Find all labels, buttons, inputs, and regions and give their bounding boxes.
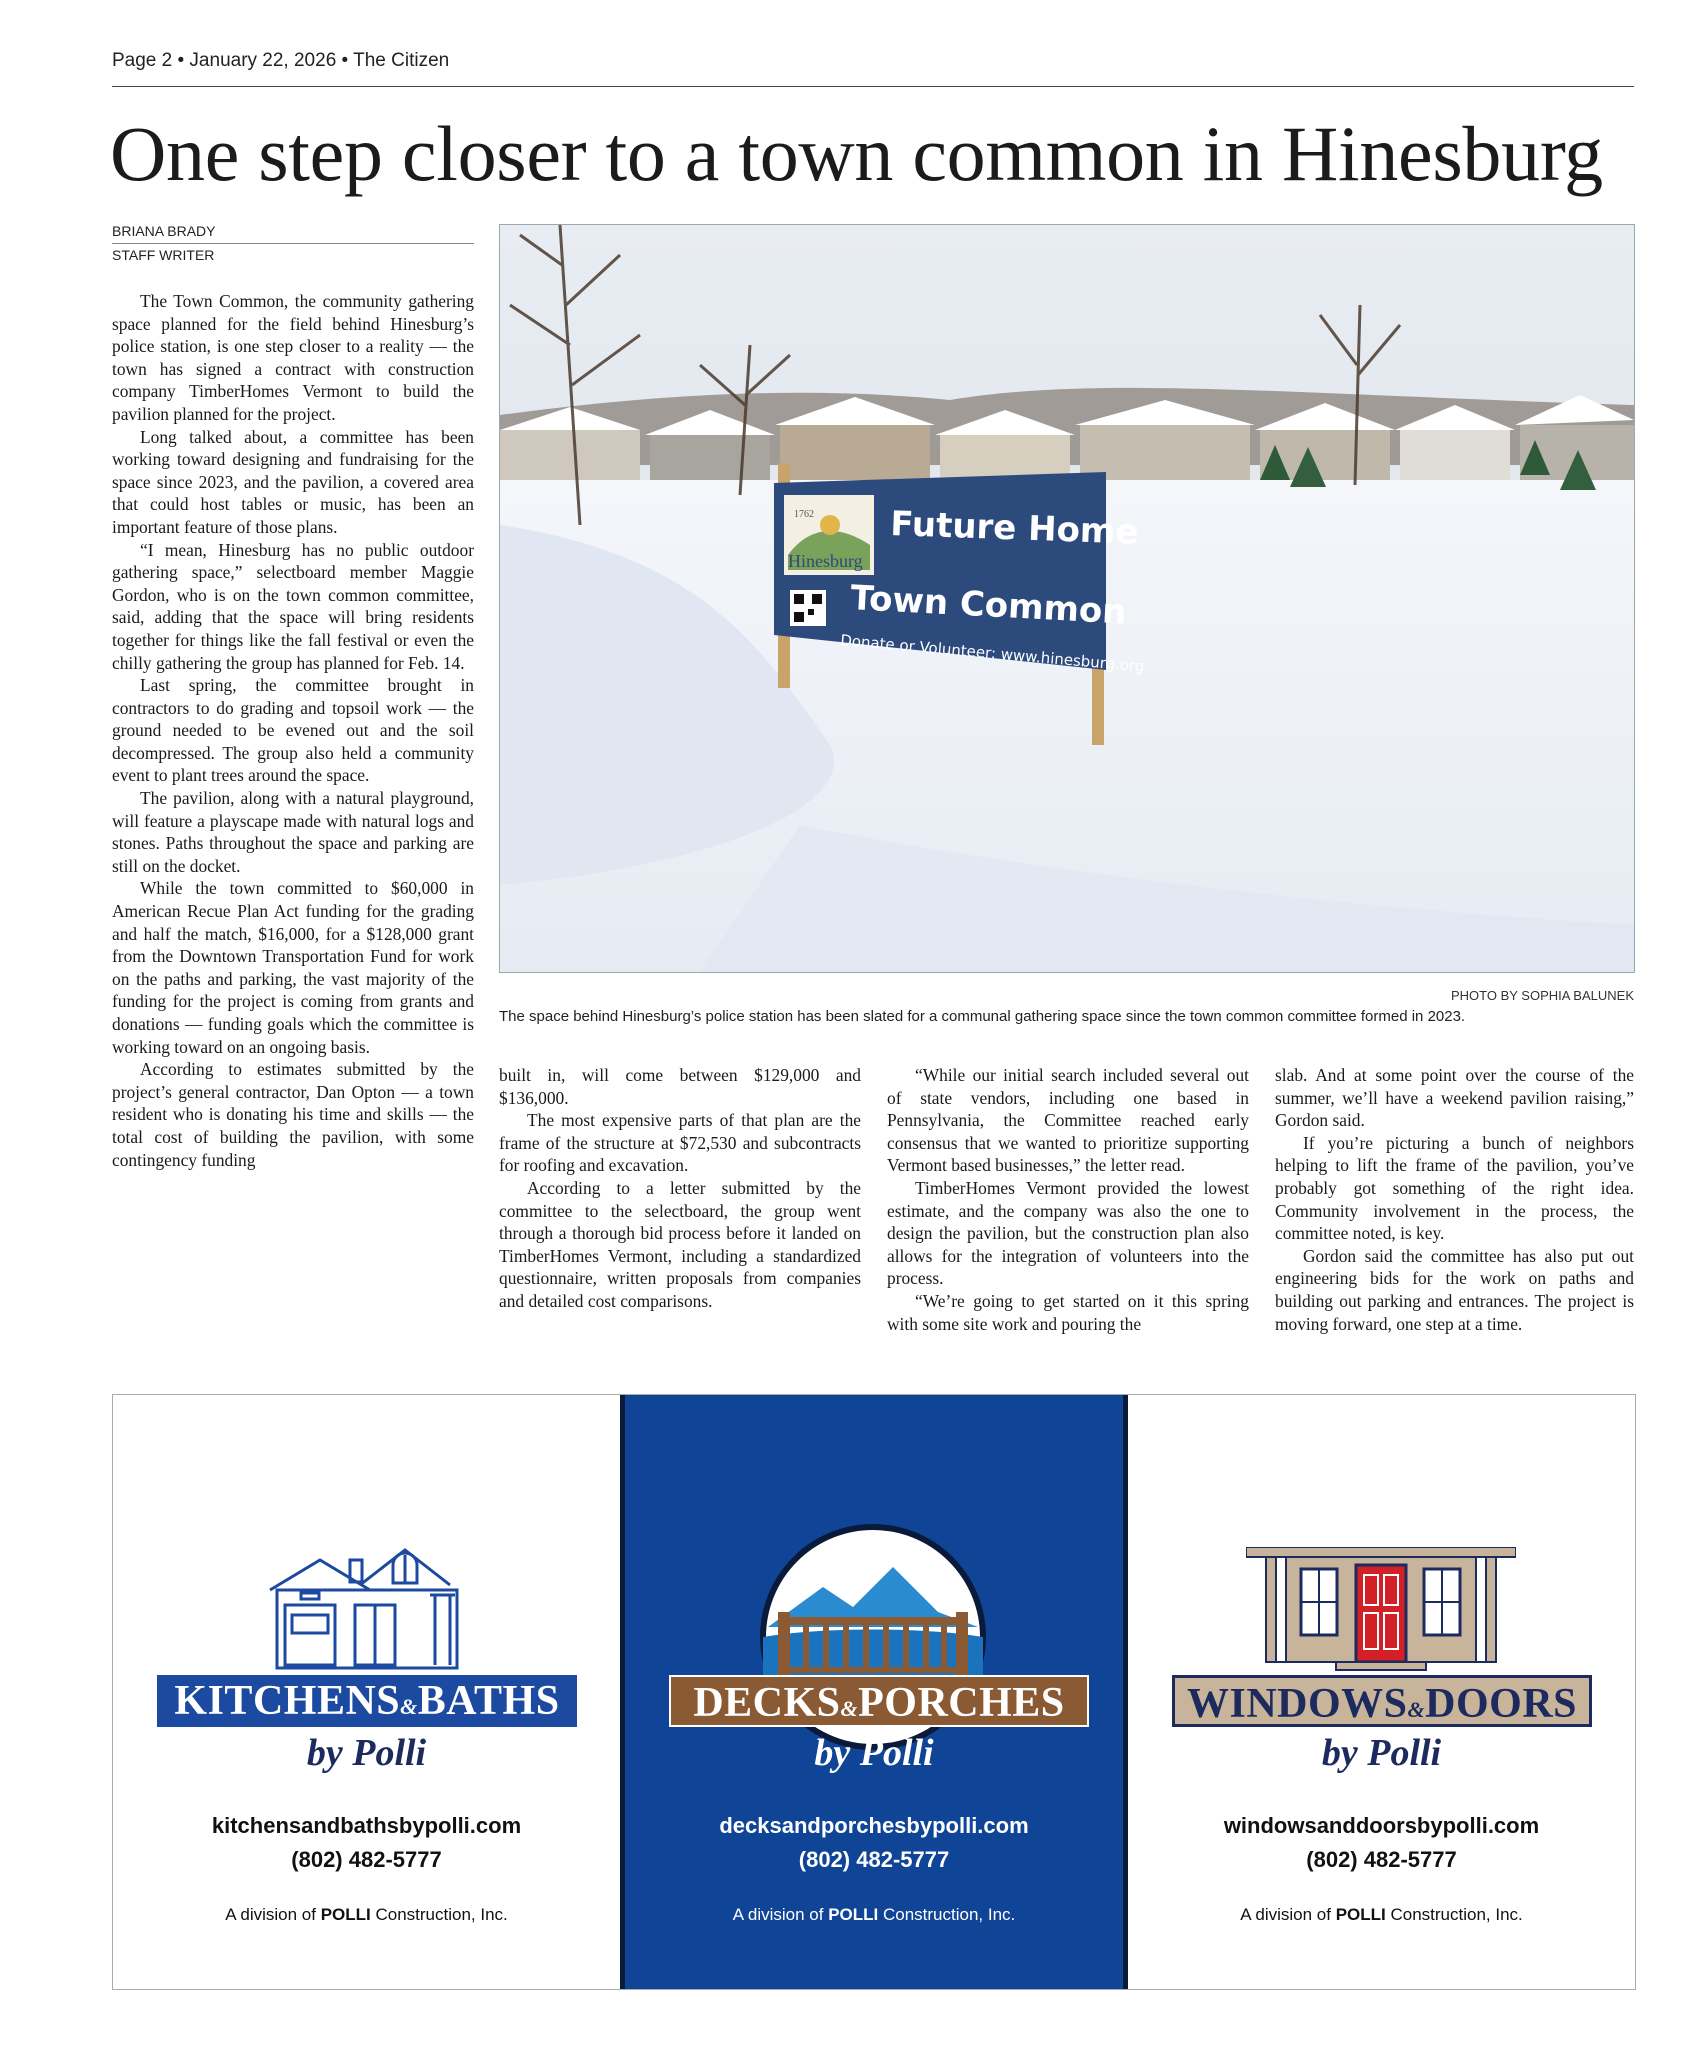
ad-division: A division of POLLI Construction, Inc. xyxy=(225,1905,508,1924)
paragraph: The most expensive parts of that plan are the frame of the structure at $72,530 and subcontracts for roofing and excavation. xyxy=(499,1110,861,1176)
ad-byline: by Polli xyxy=(1321,1732,1442,1774)
paragraph: The pavilion, along with a natural playground, will feature a playscape made with natural logs and stones. Paths throughout the space and parking are still on the docket. xyxy=(112,788,474,876)
paragraph: “While our initial search included several out of state vendors, including one based in Pennsylvania, the Committee reached early consensus that we wanted to prioritize supporting Vermont based businesses,” the letter read. xyxy=(887,1065,1249,1176)
paragraph-continued: built in, will come between $129,000 and $136,000. xyxy=(499,1065,861,1108)
ad-banner: WINDOWS&DOORS xyxy=(1172,1675,1592,1727)
ad-banner: KITCHENS&BATHS xyxy=(157,1675,577,1727)
kitchen-house-icon xyxy=(265,1545,475,1670)
ad-panel-windows-doors xyxy=(1128,1395,1635,1989)
paragraph: Gordon said the committee has also put out engineering bids for the work on paths and building out parking and entrances. The project is moving forward, one step at a time. xyxy=(1275,1245,1634,1334)
snowy-field-photo xyxy=(500,225,1634,972)
paragraph: TimberHomes Vermont provided the lowest estimate, and the company was also the one to design the pavilion, but the construction plan also allows for the integration of volunteers into the process. xyxy=(887,1177,1249,1289)
ad-division: A division of POLLI Construction, Inc. xyxy=(1240,1905,1523,1924)
article-column-2 xyxy=(499,1064,861,1313)
paragraph: Last spring, the committee brought in contractors to do grading and topsoil work — the ground needed to be evened out and the soil decompressed. The group also held a community event to plant trees around the space. xyxy=(112,675,474,786)
ad-banner: DECKS&PORCHES xyxy=(669,1675,1089,1727)
polli-advertisement xyxy=(112,1394,1636,1990)
paragraph: According to estimates submitted by the project’s general contractor, Dan Opton — a town resident who is donating his time and skills — the total cost of building the pavilion, with some contingency funding xyxy=(112,1059,474,1170)
ad-division: A division of POLLI Construction, Inc. xyxy=(732,1905,1016,1924)
ad-phone: (802) 482-5777 xyxy=(798,1847,950,1872)
ad-panel-kitchens-baths xyxy=(113,1395,620,1989)
paragraph-continued: slab. And at some point over the course of the summer, we’ll have a weekend pavilion raising,” Gordon said. xyxy=(1275,1065,1634,1131)
photo-credit: PHOTO BY SOPHIA BALUNEK xyxy=(1450,988,1634,1003)
svg-text:Donate or Volunteer: www.hines: Donate or Volunteer: www.hinesburg.org xyxy=(839,631,1146,676)
ad-byline: by Polli xyxy=(306,1732,427,1774)
paragraph: If you’re picturing a bunch of neighbors helping to lift the frame of the pavilion, you’ve probably got something of the right idea. Community involvement in the process, the committee noted, is key. xyxy=(1275,1132,1634,1244)
ad-website-link[interactable]: windowsanddoorsbypolli.com xyxy=(1223,1813,1540,1838)
article-column-1 xyxy=(112,290,474,1171)
svg-text:Town Common: Town Common xyxy=(849,578,1128,633)
article-column-3 xyxy=(887,1064,1249,1335)
photo-caption: The space behind Hinesburg’s police station has been slated for a communal gathering space since the town common committee formed in 2023. xyxy=(499,1008,1466,1025)
paragraph: “I mean, Hinesburg has no public outdoor gathering space,” selectboard member Maggie Gordon, who is on the town common committee, said, adding that the space will bring residents together for things like the fall festival or even the chilly gathering the group has planned for Feb. 14. xyxy=(112,539,474,673)
ad-website-link[interactable]: decksandporchesbypolli.com xyxy=(719,1813,1029,1838)
page-folio: Page 2 • January 22, 2026 • The Citizen xyxy=(112,50,450,71)
ad-website-link[interactable]: kitchensandbathsbypolli.com xyxy=(211,1813,522,1838)
svg-text:Future Home: Future Home xyxy=(889,504,1140,553)
paragraph: While the town committed to $60,000 in American Recue Plan Act funding for the grading and half the match, $16,000, for a $128,000 grant from the Downtown Transportation Fund for work on the paths and parking, the vast majority of the funding for the project is coming from grants and donations — funding goals which the committee is working toward on an ongoing basis. xyxy=(112,878,474,1057)
paragraph: The Town Common, the community gathering space planned for the field behind Hinesburg’s police station, is one step closer to a reality — the town has signed a contract with construction company TimberHomes Vermont to build the pavilion planned for the project. xyxy=(112,291,474,424)
storefront-door-icon xyxy=(1246,1547,1516,1677)
ad-panel-decks-porches xyxy=(620,1395,1128,1989)
paragraph: “We’re going to get started on it this spring with some site work and pouring the xyxy=(887,1290,1249,1334)
ad-phone: (802) 482-5777 xyxy=(291,1847,442,1872)
svg-text:Hinesburg: Hinesburg xyxy=(788,551,863,571)
paragraph: According to a letter submitted by the committee to the selectboard, the group went through a thorough bid process before it landed on TimberHomes Vermont, including a standardized questionnaire, written proposals from companies and detailed cost comparisons. xyxy=(499,1177,861,1311)
headline: One step closer to a town common in Hinesburg xyxy=(110,110,1603,197)
ad-phone: (802) 482-5777 xyxy=(1306,1847,1457,1872)
news-photo xyxy=(499,224,1635,973)
byline xyxy=(112,223,474,264)
byline-name: BRIANA BRADY xyxy=(112,223,474,244)
byline-role: STAFF WRITER xyxy=(112,247,215,263)
svg-text:1762: 1762 xyxy=(794,509,814,520)
ad-byline: by Polli xyxy=(814,1732,934,1774)
header-rule xyxy=(112,86,1634,87)
article-column-4 xyxy=(1275,1064,1634,1335)
paragraph: Long talked about, a committee has been working toward designing and fundraising for the space since 2023, and the pavilion, a covered area that could host tables or music, has been an important feature of those plans. xyxy=(112,426,474,537)
